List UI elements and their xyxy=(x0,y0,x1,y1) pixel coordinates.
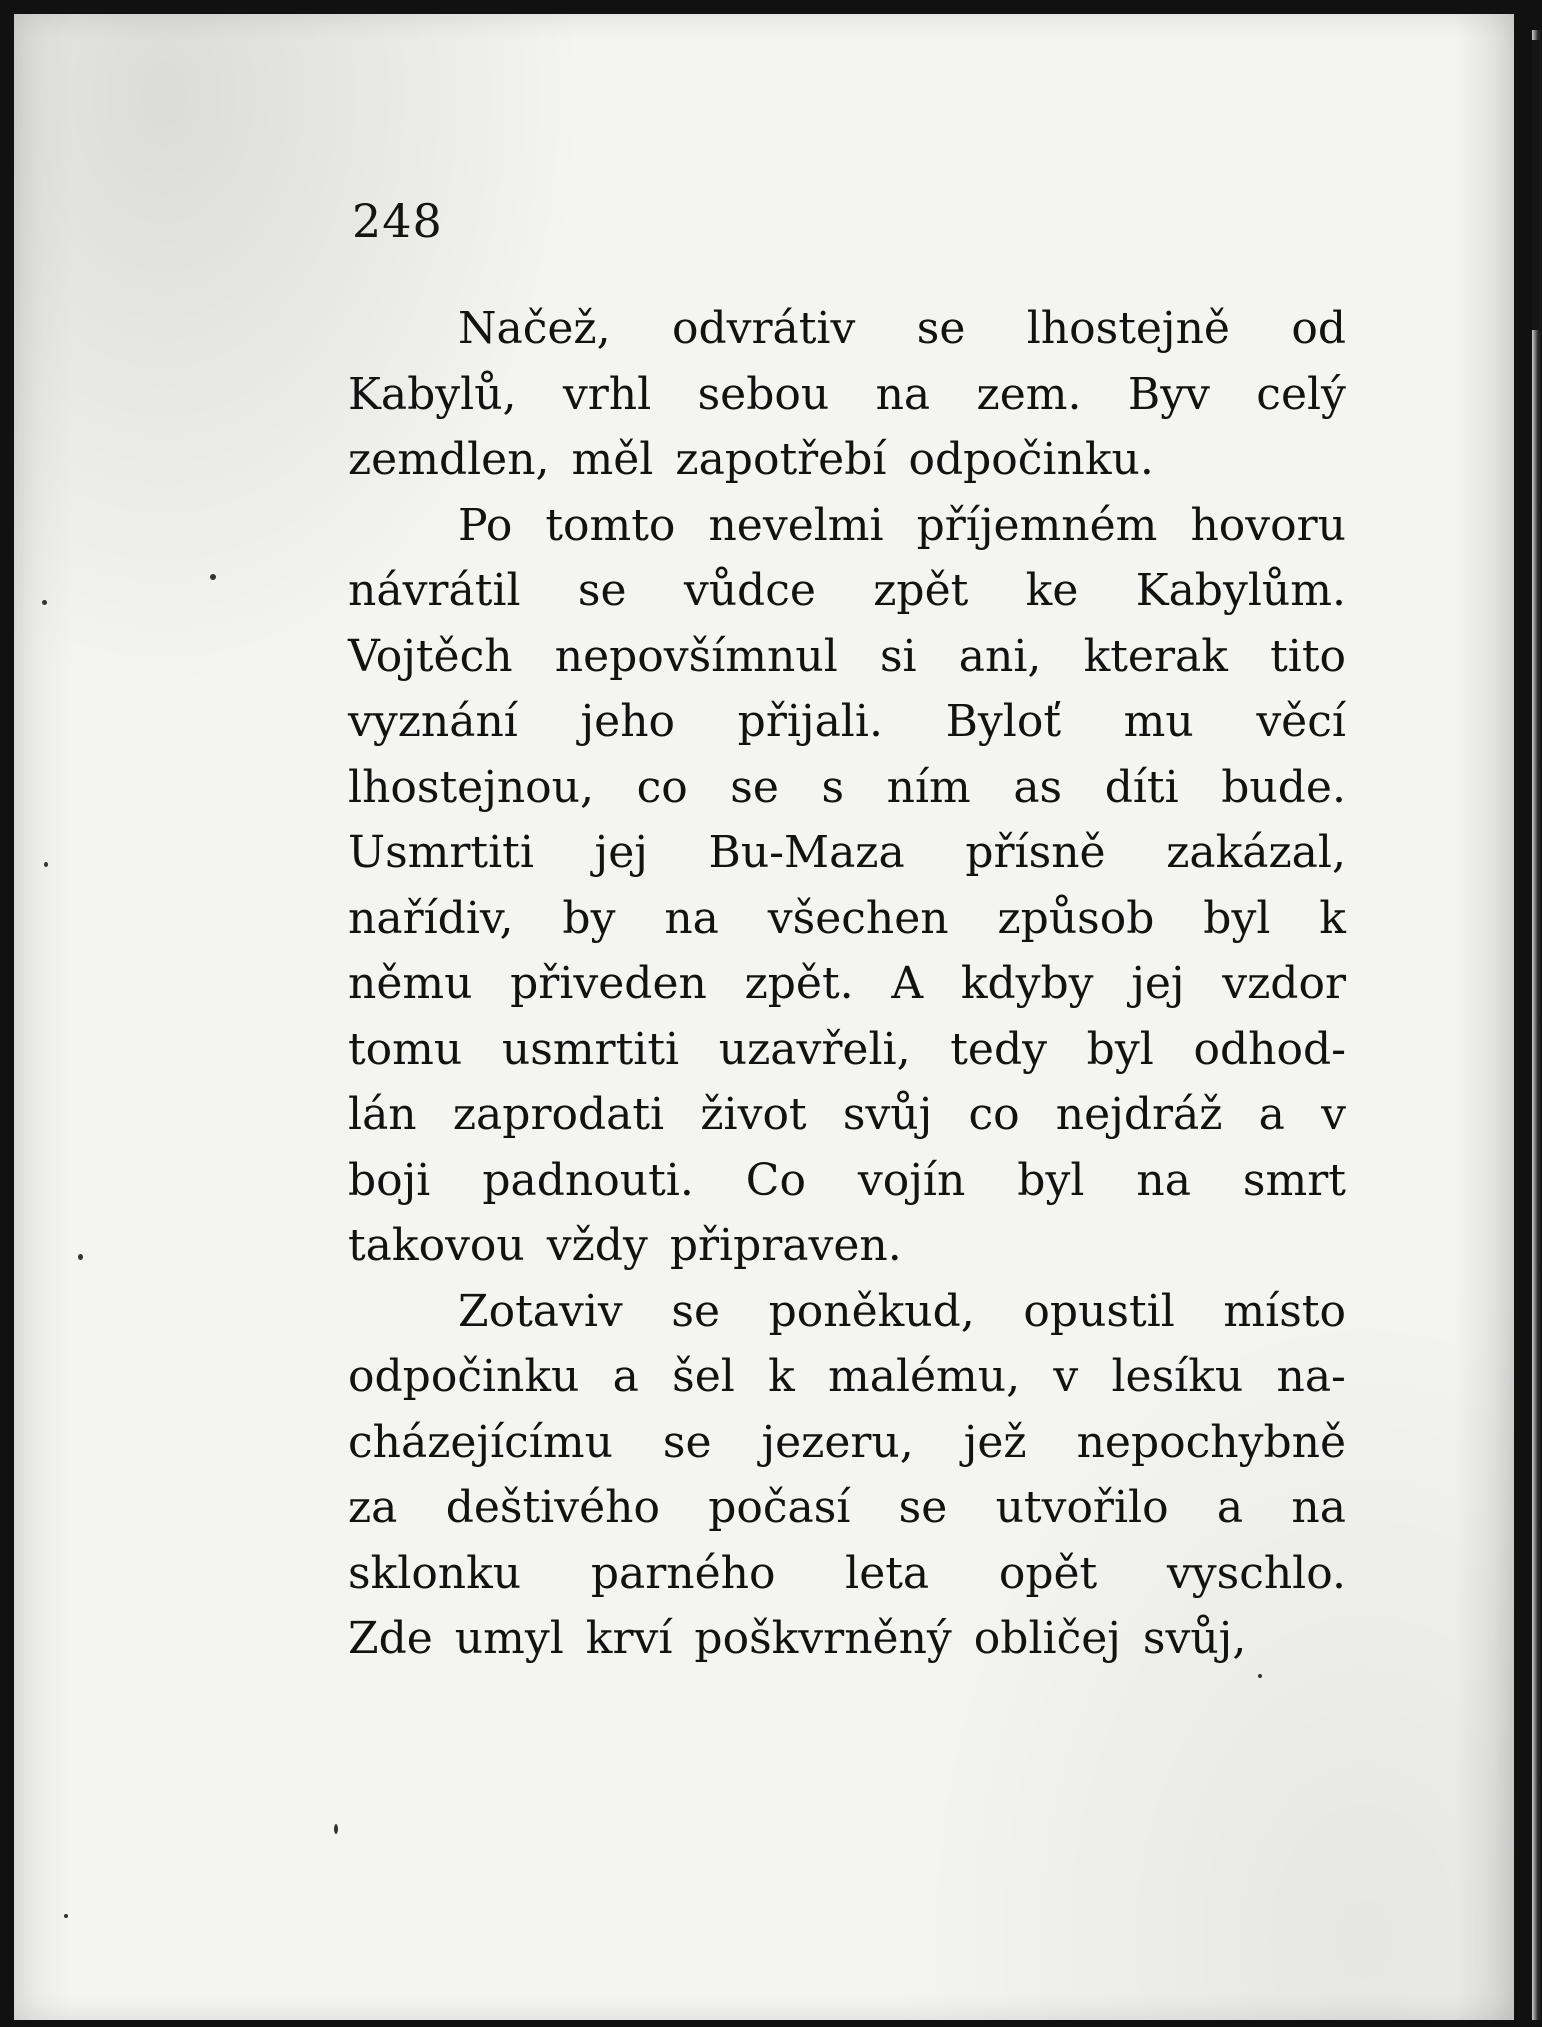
word: utvořilo xyxy=(995,1482,1169,1533)
text-line xyxy=(348,820,1346,886)
page-number: 248 xyxy=(352,194,443,248)
word: vyschlo. xyxy=(1166,1547,1346,1599)
word: se xyxy=(577,565,627,616)
word: Zotaviv xyxy=(458,1285,623,1337)
word: leta xyxy=(845,1547,930,1599)
text-line xyxy=(348,296,1346,362)
text-line xyxy=(348,1148,1346,1214)
text-line xyxy=(348,951,1346,1017)
word: v xyxy=(1053,1351,1079,1402)
word: odhod- xyxy=(1193,1023,1346,1075)
word: poněkud, xyxy=(768,1285,975,1337)
word: Co xyxy=(745,1154,806,1206)
word: od xyxy=(1291,303,1346,354)
word: a xyxy=(1258,1089,1285,1140)
word: jeho xyxy=(580,696,676,747)
word: sebou xyxy=(697,368,830,420)
word: si xyxy=(879,630,917,682)
word: ani, xyxy=(958,630,1042,682)
word: se xyxy=(730,761,779,813)
word: nepovšímnul xyxy=(554,630,838,682)
text-line xyxy=(348,1017,1346,1083)
text-line xyxy=(348,624,1346,690)
word: se xyxy=(662,1416,712,1468)
word: se xyxy=(898,1482,948,1533)
word: umyl xyxy=(454,1613,564,1664)
word: zem. xyxy=(976,368,1082,420)
word: kdyby xyxy=(960,958,1094,1009)
word: zapotřebí xyxy=(675,434,887,485)
book-page xyxy=(14,14,1514,2020)
word: byl xyxy=(1017,1154,1085,1206)
word: lhostejnou, xyxy=(348,761,594,813)
word: v xyxy=(1321,1089,1346,1140)
word: na xyxy=(1136,1154,1191,1206)
word: připraven. xyxy=(669,1220,902,1271)
word: němu xyxy=(348,958,473,1009)
word: malému, xyxy=(827,1351,1021,1402)
word: díti xyxy=(1104,761,1179,813)
word: boji xyxy=(348,1154,431,1206)
text-line xyxy=(348,755,1346,821)
word: usmrtiti xyxy=(501,1023,680,1075)
word: zakázal, xyxy=(1166,827,1346,878)
word: lán xyxy=(348,1089,417,1140)
text-line xyxy=(348,362,1346,428)
text-line xyxy=(348,689,1346,755)
word: padnouti. xyxy=(482,1154,694,1206)
word: šel xyxy=(672,1351,735,1402)
word: se xyxy=(671,1285,720,1337)
word: měl xyxy=(571,434,654,485)
word: A xyxy=(891,958,924,1009)
text-line xyxy=(348,886,1346,952)
word: by xyxy=(562,892,616,944)
word: Byloť xyxy=(945,696,1061,747)
word: jej xyxy=(1131,958,1185,1009)
word: Kabylům. xyxy=(1135,565,1346,616)
text-line xyxy=(348,1475,1346,1541)
word: způsob xyxy=(997,892,1155,944)
word: nevelmi xyxy=(708,499,884,551)
word: na xyxy=(664,892,719,944)
word: zemdlen, xyxy=(348,434,550,485)
word: a xyxy=(612,1351,639,1402)
word: počasí xyxy=(708,1482,851,1533)
text-line xyxy=(348,558,1346,624)
word: se xyxy=(916,303,966,354)
word: byl xyxy=(1086,1023,1154,1075)
word: opět xyxy=(998,1547,1098,1599)
word: jezeru, xyxy=(761,1416,914,1468)
text-line xyxy=(348,1541,1346,1607)
word: na xyxy=(875,368,931,420)
word: Usmrtiti xyxy=(348,827,534,878)
word: krví xyxy=(585,1613,673,1664)
word: Kabylů, xyxy=(348,368,517,420)
word: k xyxy=(1319,892,1346,944)
word: odpočinku. xyxy=(908,434,1154,485)
word: takovou xyxy=(348,1220,525,1271)
word: lesíku xyxy=(1111,1351,1244,1402)
word: smrt xyxy=(1242,1154,1346,1206)
word: nařídiv, xyxy=(348,892,514,944)
word: odvrátiv xyxy=(671,303,856,354)
word: zaprodati xyxy=(452,1089,665,1140)
word: tomu xyxy=(348,1023,463,1075)
word: věcí xyxy=(1256,696,1346,747)
word: návrátil xyxy=(348,565,521,616)
text-line xyxy=(348,1606,1346,1672)
word: poškvrněný xyxy=(694,1613,952,1664)
word: zpět xyxy=(873,565,969,616)
word: nejdráž xyxy=(1055,1089,1223,1140)
word: Po xyxy=(458,499,513,551)
word: tomto xyxy=(545,499,676,551)
word: Načež, xyxy=(458,303,611,354)
word: byl xyxy=(1203,892,1271,944)
word: k xyxy=(768,1351,795,1402)
word: tedy xyxy=(950,1023,1047,1075)
word: zpět. xyxy=(744,958,854,1009)
word: za xyxy=(348,1482,398,1533)
word: nepochybně xyxy=(1076,1416,1346,1468)
word: na- xyxy=(1276,1351,1346,1402)
word: odpočinku xyxy=(348,1351,580,1402)
word: přijali. xyxy=(737,696,883,747)
word: sklonku xyxy=(348,1547,522,1599)
word: Vojtěch xyxy=(348,630,513,682)
word: vůdce xyxy=(683,565,816,616)
text-line xyxy=(348,493,1346,559)
text-line xyxy=(348,1410,1346,1476)
word: parného xyxy=(590,1547,776,1599)
word: lhostejně xyxy=(1026,303,1230,354)
word: vyznání xyxy=(348,696,518,747)
word: příjemném xyxy=(916,499,1158,551)
word: jej xyxy=(594,827,648,878)
word: cházejícímu xyxy=(348,1416,613,1468)
word: přiveden xyxy=(510,958,707,1009)
body-text xyxy=(348,296,1346,1672)
word: bude. xyxy=(1221,761,1346,813)
word: as xyxy=(1013,761,1063,813)
word: vzdor xyxy=(1222,958,1346,1009)
word: uzavřeli, xyxy=(718,1023,911,1075)
word: hovoru xyxy=(1190,499,1346,551)
word: co xyxy=(636,761,688,813)
word: vojín xyxy=(857,1154,966,1206)
word: ke xyxy=(1025,565,1079,616)
word: jež xyxy=(963,1416,1027,1468)
word: Bu-Maza xyxy=(708,827,905,878)
word: a xyxy=(1216,1482,1244,1533)
text-line xyxy=(348,1279,1346,1345)
word: opustil xyxy=(1023,1285,1175,1337)
word: na xyxy=(1291,1482,1346,1533)
word: co xyxy=(968,1089,1020,1140)
word: s xyxy=(821,761,845,813)
word: Byv xyxy=(1127,368,1210,420)
word: Zde xyxy=(348,1613,433,1664)
word: deštivého xyxy=(445,1482,660,1533)
word: všechen xyxy=(767,892,949,944)
text-line xyxy=(348,1213,1346,1279)
word: tito xyxy=(1270,630,1346,682)
text-line xyxy=(348,1082,1346,1148)
word: svůj, xyxy=(1142,1613,1247,1664)
text-line xyxy=(348,1344,1346,1410)
word: život xyxy=(700,1089,807,1140)
word: kterak xyxy=(1083,630,1228,682)
word: místo xyxy=(1223,1285,1346,1337)
word: mu xyxy=(1123,696,1194,747)
page-edge-dark-band xyxy=(1532,40,1540,330)
word: svůj xyxy=(842,1089,933,1140)
word: celý xyxy=(1256,368,1346,420)
word: obličej xyxy=(973,1613,1121,1664)
text-line xyxy=(348,427,1346,493)
word: ním xyxy=(886,761,971,813)
word: přísně xyxy=(965,827,1106,878)
word: vždy xyxy=(546,1220,648,1271)
word: vrhl xyxy=(562,368,652,420)
